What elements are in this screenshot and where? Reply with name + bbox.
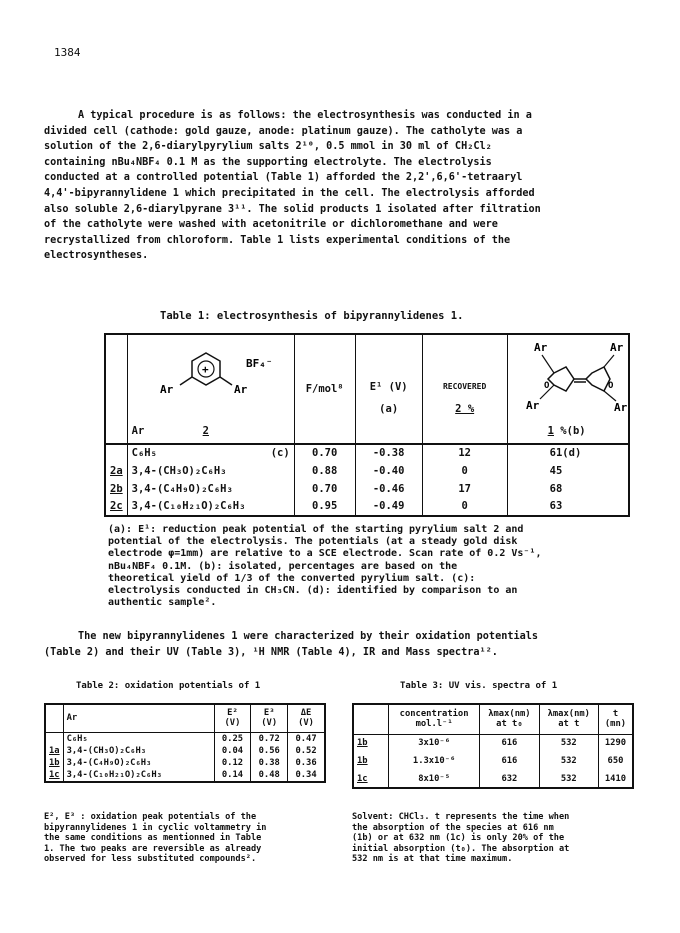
middle-line: (Table 2) and their UV (Table 3), ¹H NMR (Table 4), IR and Mass spectra¹². bbox=[44, 646, 498, 658]
table2-note: E², E³ : oxidation peak potentials of the bipyrannylidenes 1 in cyclic voltammetry in the same conditions as mentionned in Table 1. The two peaks are reversible as already observed for less substituted compounds². bbox=[44, 812, 267, 865]
intro-line: also soluble 2,6-diarylpyrane 3¹¹. The solid products 1 isolated after filtration bbox=[44, 203, 541, 215]
intro-line: solution of the 2,6-diarylpyrylium salts 2¹⁰, 0.5 mmol in 30 ml of CH₂Cl₂ bbox=[44, 141, 492, 153]
svg-text:Ar: Ar bbox=[533, 341, 547, 354]
footnote-line: potential of the electrolysis. The potentials (at a steady gold disk bbox=[108, 536, 518, 548]
footnote-line: electrolysis conducted in CH₃CN. (d): identified by comparison to an bbox=[108, 585, 518, 597]
row-fmol: 0.88 bbox=[294, 462, 355, 480]
table3-header-lmax: λmax(nm) at t bbox=[539, 704, 598, 734]
table-row bbox=[105, 444, 629, 462]
header-recovered: RECOVERED 2 % bbox=[422, 334, 507, 444]
table3-header-conc: concentration mol.l⁻¹ bbox=[389, 704, 480, 734]
table2-caption: Table 2: oxidation potentials of 1 bbox=[76, 681, 261, 691]
svg-text:Ar: Ar bbox=[613, 401, 627, 414]
table2 bbox=[44, 703, 326, 783]
svg-text:BF₄⁻: BF₄⁻ bbox=[245, 357, 273, 370]
table-row: 1c 8x10⁻⁵ 632 532 1410 bbox=[353, 770, 633, 788]
table2-header-e2: E² (V) bbox=[214, 704, 251, 732]
table2-header-de: ΔE (V) bbox=[288, 704, 325, 732]
table-row: 1b 3x10⁻⁶ 616 532 1290 bbox=[353, 734, 633, 752]
table1-footnote bbox=[108, 524, 630, 609]
intro-paragraph bbox=[44, 108, 632, 264]
svg-text:Ar: Ar bbox=[609, 341, 623, 354]
intro-line: recrystallized from chloroform. Table 1 lists experimental conditions of the bbox=[44, 234, 511, 246]
row-id bbox=[105, 444, 127, 462]
footnote-line: electrode φ=1mm) are relative to a SCE electrode. Scan rate of 0.2 Vs⁻¹, bbox=[108, 548, 542, 560]
table3-note: Solvent: CHCl₃. t represents the time when the absorption of the species at 616 nm (1b) or at 632 nm (1c) is only 20% of the initial absorption (t₀). The absorption at 532 nm is at that time maximum. bbox=[352, 812, 570, 865]
intro-line: of the catholyte were washed with acetonitrile or dichloromethane and were bbox=[44, 219, 498, 231]
row-id: 2c bbox=[110, 500, 123, 513]
row-ar: 3,4-(C₄H₉O)₂C₆H₃ bbox=[127, 480, 294, 498]
footnote-line: authentic sample². bbox=[108, 597, 217, 609]
table-row bbox=[105, 498, 629, 516]
row-e1: -0.49 bbox=[355, 498, 422, 516]
row-recovered: 17 bbox=[422, 480, 507, 498]
intro-line: divided cell (cathode: gold gauze, anode: platinum gauze). The catholyte was a bbox=[44, 125, 523, 137]
intro-line: containing nBu₄NBF₄ 0.1 M as the supporting electrolyte. The electrolysis bbox=[44, 156, 492, 168]
table-row: 1b 3,4-(C₄H₉O)₂C₆H₃ 0.12 0.38 0.36 bbox=[45, 757, 325, 769]
table3-header-t: t (mn) bbox=[598, 704, 633, 734]
svg-text:Ar: Ar bbox=[159, 383, 173, 396]
table2-header-e3: E³ (V) bbox=[251, 704, 288, 732]
table1-corner bbox=[105, 334, 127, 444]
svg-text:O: O bbox=[607, 381, 614, 391]
table-row: 1a 3,4-(CH₃O)₂C₆H₃ 0.04 0.56 0.52 bbox=[45, 745, 325, 757]
intro-line: 4,4'-bipyrannylidene 1 which precipitated in the cell. The electrolysis afforded bbox=[44, 187, 535, 199]
bipyrannylidene-structure-icon bbox=[510, 339, 640, 429]
row-recovered: 0 bbox=[422, 462, 507, 480]
header-compound-2: 2 bbox=[202, 424, 209, 437]
pyrylium-structure-icon bbox=[146, 341, 296, 413]
svg-text:Ar: Ar bbox=[525, 399, 539, 412]
footnote-line: theoretical yield of 1/3 of the converted pyrylium salt. (c): bbox=[108, 572, 476, 584]
table2-header-ar: Ar bbox=[63, 704, 214, 732]
header-yield bbox=[507, 334, 629, 444]
row-e1: -0.46 bbox=[355, 480, 422, 498]
svg-text:Ar: Ar bbox=[233, 383, 247, 396]
row-e1: -0.38 bbox=[355, 444, 422, 462]
page-number: 1384 bbox=[54, 46, 81, 59]
header-ar: Ar bbox=[131, 424, 145, 437]
middle-paragraph bbox=[44, 629, 632, 660]
row-ar: C₆H₅ (c) bbox=[127, 444, 294, 462]
table1-caption: Table 1: electrosynthesis of bipyrannylidenes 1. bbox=[160, 310, 464, 322]
table-row: 1b 1.3x10⁻⁶ 616 532 650 bbox=[353, 752, 633, 770]
intro-line: A typical procedure is as follows: the electrosynthesis was conducted in a bbox=[78, 110, 532, 121]
table1 bbox=[104, 333, 630, 517]
row-e1: -0.40 bbox=[355, 462, 422, 480]
footnote-line: (a): E¹: reduction peak potential of the starting pyrylium salt 2 and bbox=[108, 524, 524, 535]
row-ar: 3,4-(C₁₀H₂₁O)₂C₆H₃ bbox=[127, 498, 294, 516]
table-row: 1c 3,4-(C₁₀H₂₁O)₂C₆H₃ 0.14 0.48 0.34 bbox=[45, 769, 325, 782]
table-row: C₆H₅ 0.25 0.72 0.47 bbox=[45, 732, 325, 745]
row-id: 2a bbox=[110, 464, 123, 477]
header-e1: E¹ (V) (a) bbox=[355, 334, 422, 444]
row-fmol: 0.70 bbox=[294, 480, 355, 498]
row-id: 2b bbox=[110, 482, 123, 495]
row-fmol: 0.95 bbox=[294, 498, 355, 516]
table3-caption: Table 3: UV vis. spectra of 1 bbox=[400, 681, 558, 691]
table-row bbox=[105, 462, 629, 480]
row-fmol: 0.70 bbox=[294, 444, 355, 462]
table3-header-lmax0: λmax(nm) at t₀ bbox=[480, 704, 539, 734]
intro-line: electrosyntheses. bbox=[44, 250, 149, 262]
row-yield: 45 bbox=[507, 462, 629, 480]
table-row bbox=[105, 480, 629, 498]
row-yield: 63 bbox=[507, 498, 629, 516]
header-fmol: F/mol⁸ bbox=[294, 334, 355, 444]
row-yield: 61(d) bbox=[507, 444, 629, 462]
table1-header-ar bbox=[127, 334, 294, 444]
svg-text:O: O bbox=[543, 381, 550, 391]
row-yield: 68 bbox=[507, 480, 629, 498]
table3 bbox=[352, 703, 634, 789]
row-recovered: 12 bbox=[422, 444, 507, 462]
intro-line: conducted at a controlled potential (Table 1) afforded the 2,2',6,6'-tetraaryl bbox=[44, 172, 523, 184]
row-recovered: 0 bbox=[422, 498, 507, 516]
header-yield-label: 1 %(b) bbox=[547, 424, 586, 437]
svg-text:+: + bbox=[201, 363, 209, 376]
footnote-line: nBu₄NBF₄ 0.1M. (b): isolated, percentages are based on the bbox=[108, 560, 458, 572]
row-ar: 3,4-(CH₃O)₂C₆H₃ bbox=[127, 462, 294, 480]
middle-line: The new bipyrannylidenes 1 were characterized by their oxidation potentials bbox=[78, 631, 539, 642]
